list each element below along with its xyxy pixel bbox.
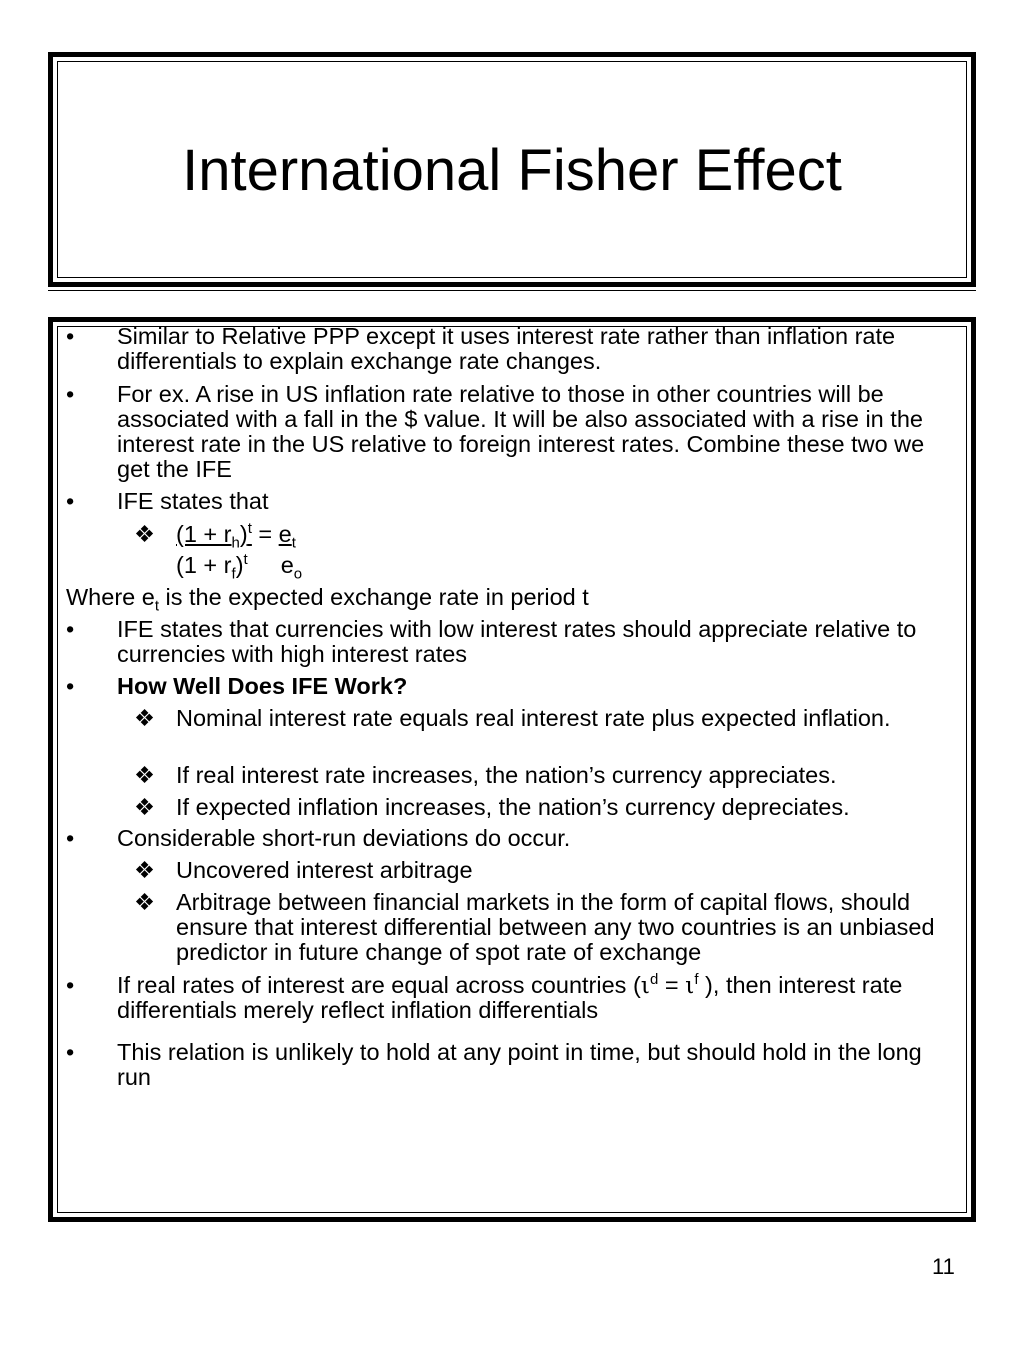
bullet-text-7: If real rates of interest are equal across countries ($\iota^d = \iota^f$ ), then interest rate differentials merely reflect inflation differentials	[117, 971, 903, 1023]
bullet-text-4: IFE states that currencies with low interest rates should appreciate relative to currencies with high interest rates	[117, 616, 917, 667]
sub-bullet-text-6-1: Uncovered interest arbitrage	[176, 857, 473, 883]
diamond-marker: ❖	[134, 762, 156, 788]
bullet-text-2: For ex. A rise in US inflation rate relative to those in other countries will be associated with a fall in the $ value. It will be also associated with a rise in the interest rate in the US relative to foreign interest rates. Combine these two we get the IFE	[117, 381, 925, 482]
sub-bullet-text-5-3: If expected inflation increases, the nation’s currency depreciates.	[176, 794, 850, 820]
where-definition: Where $e_t$ is the expected exchange rate in period t	[66, 584, 589, 615]
diamond-marker: ❖	[134, 705, 156, 731]
bullet-text-6: Considerable short-run deviations do occur.	[117, 825, 571, 851]
bullet-marker: •	[66, 673, 75, 699]
bullet-marker: •	[66, 972, 75, 998]
bullet-marker: •	[66, 488, 75, 514]
diamond-marker: ❖	[134, 794, 156, 820]
bullet-text-5: How Well Does IFE Work?	[117, 673, 408, 699]
formula-numerator: $(1 + r_h)^t = e_t$	[176, 520, 296, 552]
sub-bullet-text-5-1: Nominal interest rate equals real interest rate plus expected inflation.	[176, 705, 891, 731]
diamond-marker: ❖	[134, 857, 156, 883]
diamond-marker: ❖	[134, 521, 156, 547]
bullet-text-3: IFE states that	[117, 488, 269, 514]
formula-denominator: $(1 + r_f)^t$ $e_o$	[176, 551, 303, 583]
bullet-text-8: This relation is unlikely to hold at any point in time, but should hold in the long run	[117, 1039, 922, 1090]
bullet-marker: •	[66, 1039, 75, 1065]
slide-title: International Fisher Effect	[182, 138, 842, 203]
bullet-marker: •	[66, 616, 75, 642]
bullet-text-1: Similar to Relative PPP except it uses interest rate rather than inflation rate differentials to explain exchange rate changes.	[117, 323, 896, 374]
bullet-marker: •	[66, 825, 75, 851]
bullet-marker: •	[66, 323, 75, 349]
sub-bullet-text-6-2: Arbitrage between financial markets in the form of capital flows, should ensure that interest differential between any two countries is an unbiased predictor in future change of spot rate of exchange	[176, 889, 935, 965]
page-number: 11	[932, 1254, 955, 1279]
bullet-marker: •	[66, 381, 75, 407]
diamond-marker: ❖	[134, 889, 156, 915]
sub-bullet-text-5-2: If real interest rate increases, the nation’s currency appreciates.	[176, 762, 837, 788]
